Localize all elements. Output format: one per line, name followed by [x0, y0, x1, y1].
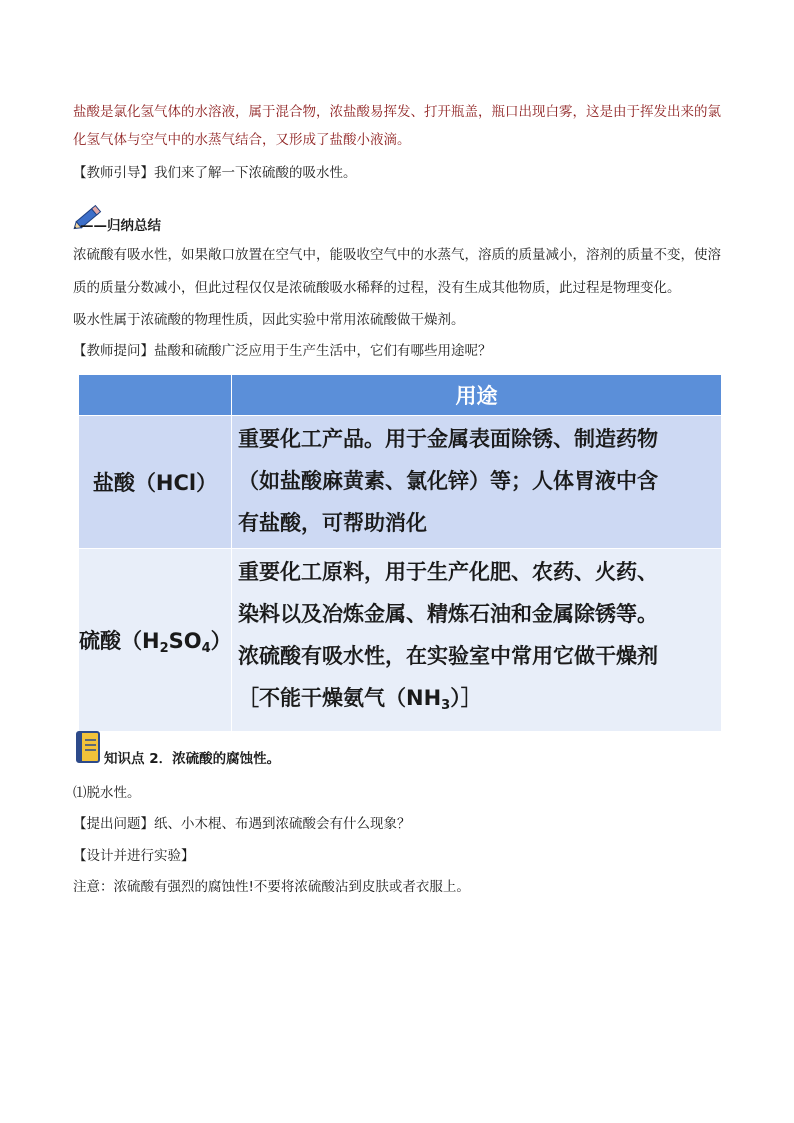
- name-text: ）: [210, 628, 232, 653]
- use-line: 重要化工产品。用于金属表面除锈、制造药物: [238, 427, 658, 451]
- row-name-h2so4: [79, 549, 232, 732]
- use-line: （如盐酸麻黄素、氯化锌）等；人体胃液中含: [238, 469, 658, 493]
- intro-line-1: 盐酸是氯化氢气体的水溶液，属于混合物，浓盐酸易挥发、打开瓶盖，瓶口出现白雾，这是由于挥发出来的氯: [73, 104, 721, 120]
- intro-line-2: 化氢气体与空气中的水蒸气结合，又形成了盐酸小液滴。: [73, 132, 411, 148]
- row-uses-h2so4: [232, 549, 722, 732]
- use-line: 有盐酸，可帮助消化: [238, 511, 427, 535]
- use-line: 重要化工原料，用于生产化肥、农药、火药、: [238, 560, 658, 584]
- book-icon: [74, 730, 102, 764]
- summary-line-2: 质的质量分数减小，但此过程仅仅是浓硫酸吸水稀释的过程，没有生成其他物质，此过程是物理变化。: [73, 280, 681, 296]
- use-text: ［不能干燥氨气（NH: [238, 686, 442, 710]
- subscript: 4: [201, 640, 211, 656]
- item-dehydration: ⑴脱水性。: [73, 785, 141, 801]
- row-uses-hcl: [232, 416, 722, 549]
- subscript: 2: [159, 640, 169, 656]
- row-name-hcl: 盐酸（HCl）: [79, 416, 232, 549]
- table-header-uses: 用途: [232, 375, 722, 416]
- uses-table: [78, 374, 722, 732]
- table-header-blank: [79, 375, 232, 416]
- use-line: 染料以及冶炼金属、精炼石油和金属除锈等。: [238, 602, 658, 626]
- name-text: SO: [168, 628, 202, 653]
- use-line: 浓硫酸有吸水性，在实验室中常用它做干燥剂: [238, 644, 658, 668]
- name-text: 硫酸（H: [79, 628, 160, 653]
- subscript: 3: [441, 698, 451, 713]
- summary-line-1: 浓硫酸有吸水性，如果敞口放置在空气中，能吸收空气中的水蒸气，溶质的质量减小，溶剂的质量不变，使溶: [73, 247, 721, 263]
- design-experiment: 【设计并进行实验】: [73, 848, 195, 864]
- safety-note: 注意：浓硫酸有强烈的腐蚀性!不要将浓硫酸沾到皮肤或者衣服上。: [73, 879, 470, 895]
- table-header-row: [79, 375, 722, 416]
- knowledge-point-title: 知识点 2．浓硫酸的腐蚀性。: [104, 751, 281, 767]
- teacher-question: 【教师提问】盐酸和硫酸广泛应用于生产生活中，它们有哪些用途呢？: [73, 343, 492, 359]
- use-line: [238, 677, 717, 727]
- summary-heading: ——归纳总结: [80, 218, 161, 234]
- teacher-guide: 【教师引导】我们来了解一下浓硫酸的吸水性。: [73, 165, 357, 181]
- use-text: ）］: [450, 686, 482, 710]
- summary-line-3: 吸水性属于浓硫酸的物理性质，因此实验中常用浓硫酸做干燥剂。: [73, 312, 465, 328]
- raise-question: 【提出问题】纸、小木棍、布遇到浓硫酸会有什么现象？: [73, 816, 411, 832]
- table-row: [79, 549, 722, 732]
- table-row: [79, 416, 722, 549]
